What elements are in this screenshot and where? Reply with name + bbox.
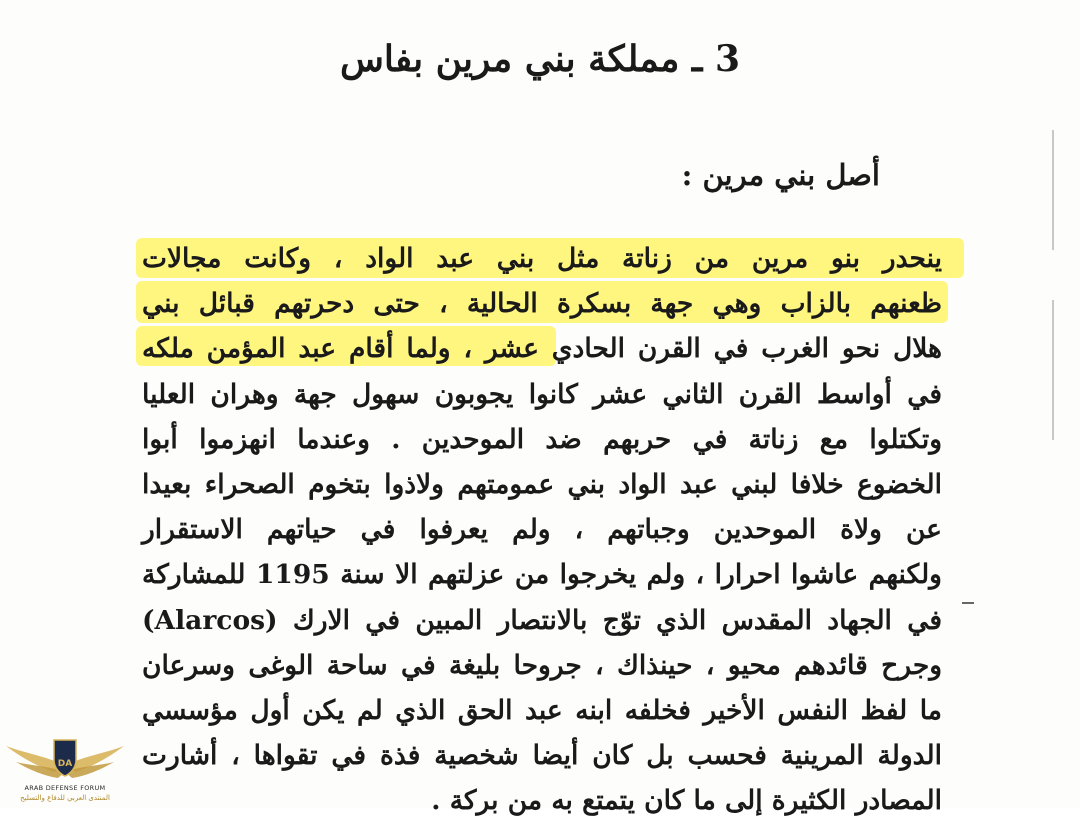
text-line-content: ما لفظ النفس الأخير فخلفه ابنه عبد الحق الذي لم يكن أول مؤسسي: [142, 694, 942, 726]
text-line: [142, 598, 942, 643]
chapter-title: 3 ـ مملكة بني مرين بفاس: [339, 38, 741, 80]
text-line-content: الخضوع خلافا لبني عبد الواد بني عمومتهم ولاذوا بتخوم الصحراء بعيدا: [142, 468, 942, 500]
text-line-content: وجرح قائدهم محيو ، حينذاك ، جروحا بليغة في ساحة الوغى وسرعان: [142, 649, 942, 681]
text-line-content: ولكنهم عاشوا احرارا ، ولم يخرجوا من عزلتهم الا سنة 1195 للمشاركة: [142, 559, 942, 591]
text-line: [142, 688, 942, 733]
text-line-last: [142, 778, 942, 823]
margin-dash-mark: [962, 602, 974, 604]
margin-scan-line: [1052, 300, 1054, 440]
text-line: [142, 462, 942, 507]
text-line-content: هلال نحو الغرب في القرن الحادي عشر ، ولما أقام عبد المؤمن ملكه: [142, 333, 942, 365]
text-line-content: ينحدر بنو مرين من زناتة مثل بني عبد الواد ، وكانت مجالات: [142, 243, 942, 274]
logo-badge-text: DA: [57, 759, 73, 769]
text-line: [142, 643, 942, 688]
section-heading: أصل بني مرين :: [681, 158, 880, 192]
text-line-content: في أواسط القرن الثاني عشر كانوا يجوبون سهول جهة وهران العليا: [142, 378, 942, 410]
text-line: [142, 326, 942, 371]
body-paragraph: [142, 236, 942, 823]
text-line-content: وتكتلوا مع زناتة في حربهم ضد الموحدين . وعندما انهزموا أبوا: [142, 423, 942, 455]
text-line-content: في الجهاد المقدس الذي توّج بالانتصار المبين في الارك (Alarcos): [142, 604, 942, 636]
forum-name: ARAB DEFENSE FORUM: [24, 784, 106, 792]
text-line: [142, 733, 942, 778]
forum-subtitle: المنتدى العربي للدفاع والتسليح: [20, 794, 110, 802]
text-line-content: عن ولاة الموحدين وجباتهم ، ولم يعرفوا في حياتهم الاستقرار: [142, 514, 942, 546]
text-line-content: ظعنهم بالزاب وهي جهة بسكرة الحالية ، حتى دحرتهم قبائل بني: [142, 288, 942, 320]
text-line: [142, 281, 942, 326]
text-line-content: المصادر الكثيرة إلى ما كان يتمتع به من بركة .: [431, 785, 942, 817]
text-line: [142, 236, 942, 281]
text-line: [142, 552, 942, 597]
text-line-content: الدولة المرينية فحسب بل كان أيضا شخصية فذة في تقواها ، أشارت: [142, 740, 942, 772]
text-line: [142, 417, 942, 462]
text-line: [142, 372, 942, 417]
text-line: [142, 507, 942, 552]
margin-scan-line: [1052, 130, 1054, 250]
